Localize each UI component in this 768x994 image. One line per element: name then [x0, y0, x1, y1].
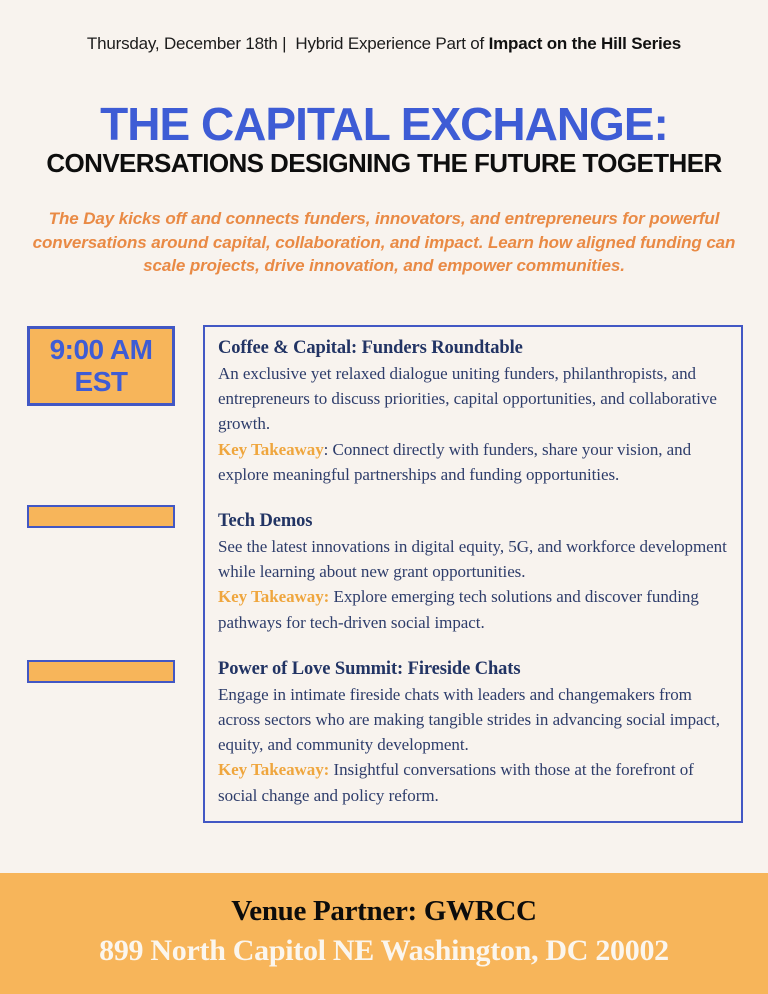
series-name: Impact on the Hill Series — [488, 34, 682, 53]
session-takeaway — [218, 757, 728, 807]
session-block — [218, 656, 728, 808]
takeaway-text: Connect directly with funders, share your vision, and explore meaningful partnerships and funding opportunities. — [218, 439, 692, 484]
venue-partner-line: Venue Partner: GWRCC — [231, 895, 537, 927]
time-value: 9:00 AM — [49, 334, 153, 365]
session-block — [218, 335, 728, 487]
session-description: Engage in intimate fireside chats with leaders and changemakers from across sectors who are making tangible strides in advancing social impact, equity, and community development. — [218, 684, 720, 755]
time-placeholder-bar — [27, 505, 175, 528]
date-line — [0, 34, 768, 54]
session-title: Coffee & Capital: Funders Roundtable — [218, 338, 523, 358]
time-placeholder-bar — [27, 660, 175, 683]
event-subtitle: CONVERSATIONS DESIGNING THE FUTURE TOGETHER — [46, 148, 722, 178]
takeaway-text: Explore emerging tech solutions and discover funding pathways for tech-driven social impact. — [218, 587, 699, 632]
takeaway-text: Insightful conversations with those at the forefront of social change and policy reform. — [218, 760, 694, 805]
event-title: THE CAPITAL EXCHANGE: — [100, 98, 668, 150]
event-intro: The Day kicks off and connects funders, innovators, and entrepreneurs for powerful conversations around capital, collaboration, and impact. Learn how aligned funding can scale projects, drive innovation, and empower communities. — [32, 209, 736, 275]
date-text: Thursday, December 18th | Hybrid Experience Part of — [86, 34, 489, 53]
session-takeaway — [218, 584, 728, 634]
time-badge — [27, 326, 175, 406]
session-description: An exclusive yet relaxed dialogue uniting funders, philanthropists, and entrepreneurs to discuss priorities, capital opportunities, and collaborative growth. — [218, 364, 717, 434]
sessions-panel — [203, 325, 743, 823]
session-takeaway — [218, 437, 728, 487]
session-description: See the latest innovations in digital equity, 5G, and workforce development while learning about new grant opportunities. — [218, 537, 727, 582]
time-zone: EST — [74, 366, 128, 397]
takeaway-colon: : — [323, 439, 329, 459]
venue-address-line: 899 North Capitol NE Washington, DC 20002 — [99, 934, 669, 967]
venue-banner — [0, 873, 768, 994]
takeaway-label: Key Takeaway — [218, 439, 324, 459]
session-block — [218, 508, 728, 635]
session-title: Tech Demos — [218, 511, 313, 532]
takeaway-label: Key Takeaway: — [218, 760, 330, 780]
takeaway-label: Key Takeaway: — [218, 587, 330, 607]
session-title: Power of Love Summit: Fireside Chats — [218, 658, 521, 679]
